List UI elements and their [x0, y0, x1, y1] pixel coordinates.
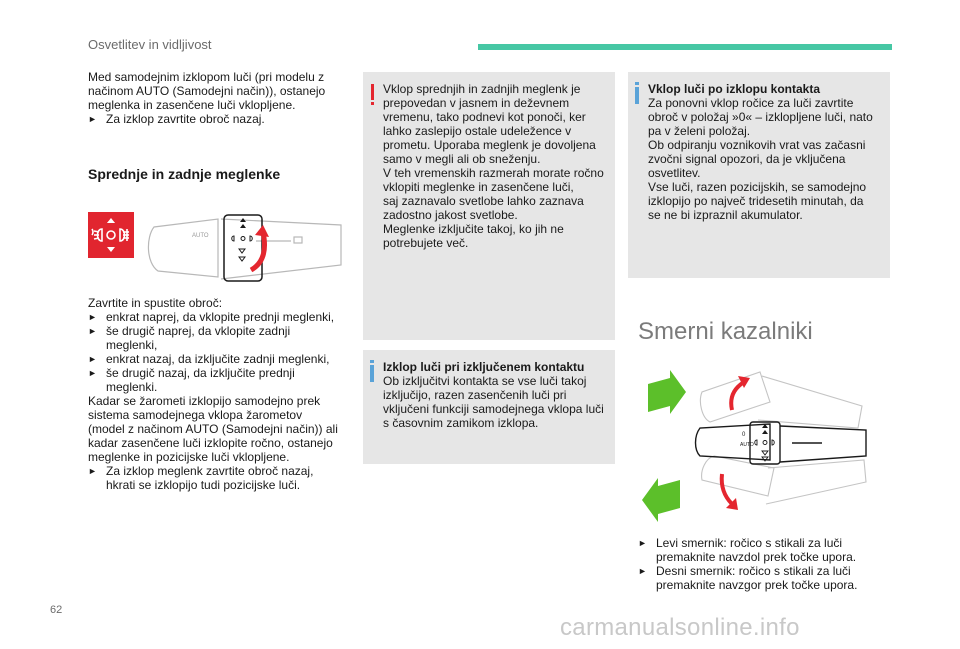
bullet-marker-icon: ►	[88, 466, 97, 476]
bullet-text: Za izklop zavrtite obroč nazaj.	[106, 112, 265, 126]
bullet-text: enkrat nazaj, da izključite zadnji meglenki,	[106, 352, 330, 366]
info-line: Ob odpiranju voznikovih vrat vas začasni	[648, 138, 866, 152]
auto-label: AUTO	[740, 442, 754, 448]
info-line: pa v želeni položaj.	[648, 124, 751, 138]
info-line: izklopijo po največ tridesetih minutah, da	[648, 194, 864, 208]
turn-signals-heading: Smerni kazalniki	[638, 318, 813, 345]
bullet-item	[88, 310, 350, 324]
page-number: 62	[50, 604, 63, 616]
body-text: Zavrtite in spustite obroč:	[88, 296, 223, 310]
info-text	[383, 360, 605, 430]
bullet-item	[88, 352, 350, 366]
warning-line: V teh vremenskih razmerah morate ročno	[383, 166, 604, 180]
bullet-marker-icon: ►	[88, 312, 97, 322]
bullet-item	[88, 478, 350, 492]
bullet-item	[638, 550, 898, 564]
warning-line: Vklop sprednjih in zadnjih meglenk je	[383, 82, 581, 96]
header-accent-bar	[478, 44, 892, 50]
warning-line: prepovedan v jasnem in deževnem	[383, 96, 570, 110]
info-icon	[370, 360, 375, 382]
bullet-marker-icon: ►	[88, 114, 97, 124]
intro-line: Med samodejnim izklopom luči (pri modelu z	[88, 70, 325, 84]
body-text: Kadar se žarometi izklopijo samodejno prek	[88, 394, 321, 408]
info-line: Vse luči, razen pozicijskih, se samodejno	[648, 180, 867, 194]
bullet-item	[88, 338, 350, 352]
bullet-item	[638, 578, 898, 592]
info-line: zvočni signal opozori, da je vključena	[648, 152, 846, 166]
info-title: Izklop luči pri izključenem kontaktu	[383, 360, 585, 374]
info-line: osvetlitev.	[648, 166, 701, 180]
warning-box	[363, 72, 615, 340]
bullet-marker-icon: ►	[88, 354, 97, 364]
fog-lights-heading: Sprednje in zadnje meglenke	[88, 166, 281, 182]
bullet-text: še drugič nazaj, da izključite prednji	[106, 366, 295, 380]
info-box-ignition-off	[363, 350, 615, 464]
info-line: vključeni funkciji samodejnega vklopa luči	[383, 402, 604, 416]
bullet-item	[88, 324, 350, 338]
warning-line: saj zaznavalo svetlobe lahko zaznava	[383, 194, 584, 208]
info-text	[648, 82, 880, 222]
warning-line: samo v megli ali ob sneženju.	[383, 152, 541, 166]
info-line: Ob izključitvi kontakta se vse luči takoj	[383, 374, 587, 388]
front-rear-fog-lights-icon	[88, 212, 134, 258]
warning-icon	[370, 84, 375, 105]
turn-right-arrow-icon	[648, 370, 686, 414]
bullet-item	[88, 464, 350, 478]
bullet-text: Levi smernik: ročico s stikali za luči	[656, 536, 843, 550]
section-title: Osvetlitev in vidljivost	[88, 37, 212, 52]
bullet-text: enkrat naprej, da vklopite prednji meglenki,	[106, 310, 335, 324]
turn-signals-instructions	[638, 536, 898, 592]
intro-line: meglenka in zasenčene luči vklopljene.	[88, 98, 296, 112]
turn-left-arrow-icon	[642, 478, 680, 522]
bullet-marker-icon: ►	[638, 538, 647, 548]
bullet-text: premaknite navzdol prek točke upora.	[656, 550, 857, 564]
info-line: se ne bi izpraznil akumulator.	[648, 208, 803, 222]
warning-line: potrebujete več.	[383, 236, 469, 250]
turn-signal-stalk-illustration	[642, 362, 874, 522]
info-line: s časovnim zamikom izklopa.	[383, 416, 539, 430]
intro-line: načinom AUTO (Samodejni način)), ostanejo	[88, 84, 326, 98]
info-line: Za ponovni vklop ročice za luči zavrtite	[648, 96, 854, 110]
info-line: obroč v položaj »0« – izklopljene luči, nato	[648, 110, 873, 124]
bullet-marker-icon: ►	[88, 326, 97, 336]
warning-line: vklopiti meglenke in zasenčene luči,	[383, 180, 574, 194]
bullet-text: hkrati se izklopijo tudi pozicijske luči.	[106, 478, 301, 492]
warning-line: vremenu, tako podnevi kot ponoči, ker	[383, 110, 586, 124]
bullet-text: Za izklop meglenk zavrtite obroč nazaj,	[106, 464, 314, 478]
warning-text	[383, 82, 605, 250]
body-text: meglenke in pozicijske luči vklopljene.	[88, 450, 290, 464]
bullet-text: meglenki.	[106, 380, 158, 394]
warning-line: lahko zaslepijo ostale udeležence v	[383, 124, 572, 138]
info-title: Vklop luči po izklopu kontakta	[648, 82, 821, 96]
warning-line: zadostno jakost svetlobe.	[383, 208, 518, 222]
watermark: carmanualsonline.info	[560, 614, 800, 641]
bullet-marker-icon: ►	[88, 368, 97, 378]
bullet-item	[88, 366, 350, 380]
light-stalk-illustration	[146, 205, 346, 285]
body-text: (model z načinom AUTO (Samodejni način)) ali	[88, 422, 338, 436]
info-line: izključijo, razen zasenčenih luči pri	[383, 388, 567, 402]
info-icon	[635, 82, 640, 104]
bullet-text: Desni smernik: ročico s stikali za luči	[656, 564, 851, 578]
bullet-item	[638, 564, 898, 578]
zero-label: 0	[742, 432, 746, 438]
warning-line: prometu. Uporaba meglenk je dovoljena	[383, 138, 596, 152]
auto-label: AUTO	[192, 233, 209, 239]
bullet-item	[88, 112, 348, 126]
bullet-marker-icon: ►	[638, 566, 647, 576]
fog-lights-body	[88, 296, 350, 492]
bullet-text: še drugič naprej, da vklopite zadnji	[106, 324, 291, 338]
intro-text	[88, 70, 348, 126]
info-box-lights-after-ignition	[628, 72, 890, 278]
bullet-text: premaknite navzgor prek točke upora.	[656, 578, 858, 592]
body-text: kadar zasenčene luči izklopite ročno, ostanejo	[88, 436, 333, 450]
bullet-item	[638, 536, 898, 550]
bullet-text: meglenki,	[106, 338, 158, 352]
body-text: sistema samodejnega vklopa žarometov	[88, 408, 303, 422]
warning-line: Meglenke izključite takoj, ko jih ne	[383, 222, 564, 236]
bullet-item	[88, 380, 350, 394]
